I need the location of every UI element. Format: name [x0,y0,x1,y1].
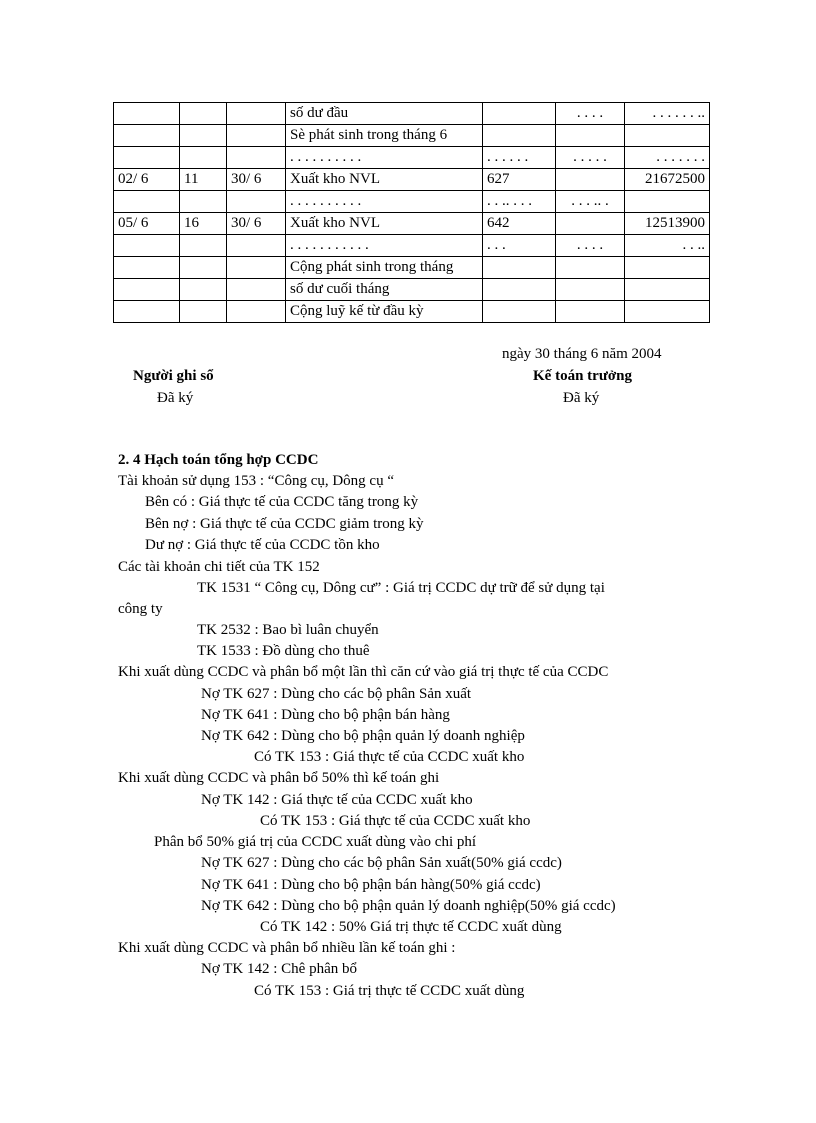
table-cell [625,191,710,213]
table-cell: Cộng phát sinh trong tháng [286,257,483,279]
chief-accountant-title: Kế toán trưởng [533,368,632,384]
text-line: Nợ TK 627 : Dùng cho các bộ phân Sản xuất(50% giá ccdc) [201,855,562,871]
text-line: Có TK 142 : 50% Giá trị thực tế CCDC xuất dùng [260,919,562,935]
table-cell [556,169,625,191]
table-row [114,191,710,213]
table-cell [227,257,286,279]
table-row [114,279,710,301]
table-cell: 642 [483,213,556,235]
table-cell [227,301,286,323]
table-cell: 627 [483,169,556,191]
table-cell: Sè phát sinh trong tháng 6 [286,125,483,147]
text-line: Khi xuất dùng CCDC và phân bổ 50% thì kế toán ghi [118,770,440,786]
table-cell [114,103,180,125]
text-line: Bên nợ : Giá thực tế của CCDC giảm trong kỳ [145,516,424,532]
text-line: Nợ TK 627 : Dùng cho các bộ phân Sản xuất [201,686,472,702]
table-cell: . . . . . . .. [625,103,710,125]
table-row [114,301,710,323]
table-cell: số dư cuối tháng [286,279,483,301]
table-cell [556,279,625,301]
table-cell [625,125,710,147]
table-cell [227,191,286,213]
table-cell: 02/ 6 [114,169,180,191]
table-cell: 12513900 [625,213,710,235]
table-cell [483,103,556,125]
text-line: Khi xuất dùng CCDC và phân bổ một lần thì căn cứ vào giá trị thực tế của CCDC [118,664,609,680]
table-cell [556,213,625,235]
table-cell [114,191,180,213]
table-row [114,169,710,191]
text-line: Khi xuất dùng CCDC và phân bổ nhiều lần kế toán ghi : [118,940,456,956]
table-cell: 30/ 6 [227,213,286,235]
table-cell [114,257,180,279]
table-cell [180,103,227,125]
table-cell: . . . .. . [556,191,625,213]
table-cell: . . . . [556,103,625,125]
section-heading: 2. 4 Hạch toán tổng hợp CCDC [118,452,319,468]
table-cell: . . .. . . . [483,191,556,213]
table-cell [227,279,286,301]
table-row [114,235,710,257]
table-cell [114,279,180,301]
text-line: TK 2532 : Bao bì luân chuyển [197,622,379,638]
table-cell [114,235,180,257]
table-row [114,125,710,147]
chief-accountant-signed: Đã ký [563,390,600,406]
text-line: Có TK 153 : Giá thực tế của CCDC xuất kho [254,749,525,765]
table-cell [180,301,227,323]
table-cell: Cộng luỹ kế từ đầu kỳ [286,301,483,323]
table-cell [483,257,556,279]
text-line: Nợ TK 142 : Chê phân bổ [201,961,357,977]
ledger-table [113,102,710,323]
table-cell: 11 [180,169,227,191]
table-cell [227,125,286,147]
text-line: Phân bổ 50% giá trị của CCDC xuất dùng vào chi phí [154,834,477,850]
text-line: Nợ TK 642 : Dùng cho bộ phận quản lý doanh nghiệp [201,728,525,744]
table-cell: . . . . . [556,147,625,169]
table-cell: . . . . . . [483,147,556,169]
text-line: Nợ TK 142 : Giá thực tế của CCDC xuất kho [201,792,473,808]
table-cell [483,279,556,301]
table-cell: . . . . . . . [625,147,710,169]
table-cell: 05/ 6 [114,213,180,235]
table-cell [556,125,625,147]
recorder-title: Người ghi sổ [133,368,214,384]
text-line: công ty [118,601,163,617]
text-line: Dư nợ : Giá thực tế của CCDC tồn kho [145,537,380,553]
table-cell [227,235,286,257]
table-cell [180,279,227,301]
table-cell [556,301,625,323]
table-cell [227,147,286,169]
table-cell [180,235,227,257]
table-cell: Xuất kho NVL [286,213,483,235]
table-cell: . . .. [625,235,710,257]
table-cell: 30/ 6 [227,169,286,191]
text-line: Nợ TK 641 : Dùng cho bộ phận bán hàng [201,707,450,723]
text-line: Nợ TK 641 : Dùng cho bộ phận bán hàng(50% giá ccdc) [201,877,541,893]
text-line: Các tài khoản chi tiết của TK 152 [118,559,320,575]
table-cell [180,147,227,169]
table-cell: . . . . [556,235,625,257]
table-cell [625,301,710,323]
table-cell [114,301,180,323]
table-cell [114,147,180,169]
table-cell [180,257,227,279]
text-line: TK 1533 : Đồ dùng cho thuê [197,643,370,659]
text-line: TK 1531 “ Công cụ, Dông cư” : Giá trị CCDC dự trữ để sử dụng tại [197,580,605,596]
table-row [114,147,710,169]
table-cell: . . . . . . . . . . [286,147,483,169]
signature-date: ngày 30 tháng 6 năm 2004 [502,346,662,362]
text-line: Bên có : Giá thực tế của CCDC tăng trong kỳ [145,494,419,510]
table-cell: . . . . . . . . . . . [286,235,483,257]
table-cell [625,279,710,301]
table-cell [180,125,227,147]
table-cell: . . . . . . . . . . [286,191,483,213]
table-cell [483,301,556,323]
table-cell: 21672500 [625,169,710,191]
table-cell: 16 [180,213,227,235]
text-line: Nợ TK 642 : Dùng cho bộ phận quản lý doanh nghiệp(50% giá ccdc) [201,898,616,914]
text-line: Có TK 153 : Giá thực tế của CCDC xuất kho [260,813,531,829]
table-cell: . . . [483,235,556,257]
table-row [114,103,710,125]
recorder-signed: Đã ký [157,390,194,406]
table-cell [114,125,180,147]
table-cell [227,103,286,125]
table-cell: Xuất kho NVL [286,169,483,191]
text-line: Có TK 153 : Giá trị thực tế CCDC xuất dùng [254,983,525,999]
table-cell [556,257,625,279]
table-cell: số dư đầu [286,103,483,125]
table-cell [625,257,710,279]
text-line: Tài khoản sử dụng 153 : “Công cụ, Dông cụ “ [118,473,394,489]
table-cell [483,125,556,147]
table-row [114,257,710,279]
table-row [114,213,710,235]
table-cell [180,191,227,213]
